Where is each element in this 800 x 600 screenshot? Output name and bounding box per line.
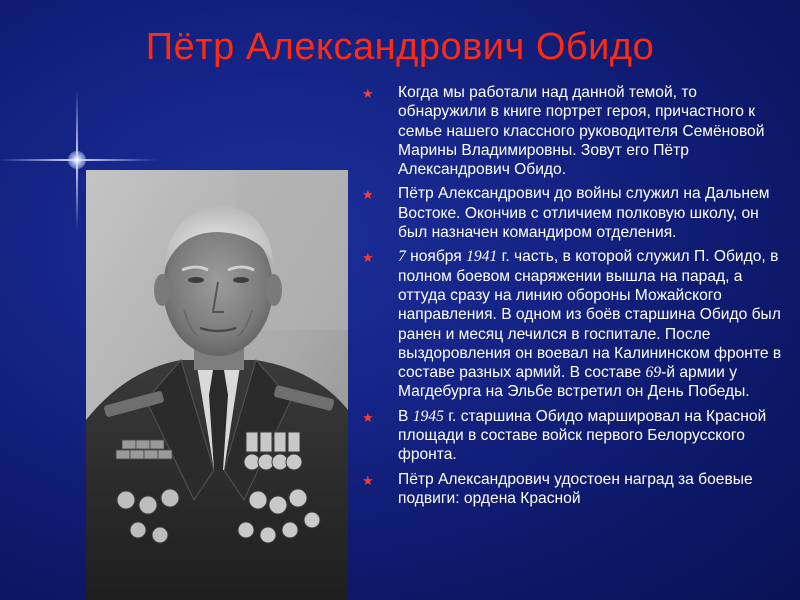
bullet-text: Когда мы работали над данной темой, то обнаружили в книге портрет героя, причастного к семье нашего классного руководителя Семёновой Марины Владимировны. Зовут его Пётр Александрович Обидо. — [398, 84, 765, 179]
bullet-item — [362, 83, 782, 179]
bullet-item — [362, 184, 782, 242]
portrait-photo — [86, 170, 348, 600]
bullet-text: Пётр Александрович удостоен наград за боевые подвиги: ордена Красной — [398, 470, 753, 507]
bullet-text-part: В — [398, 407, 413, 425]
bullet-list — [362, 83, 782, 508]
star-bullet-icon: ★ — [362, 187, 374, 203]
bullet-text-part: ноября — [405, 248, 467, 266]
army-number: 69 — [645, 364, 662, 382]
star-bullet-icon: ★ — [362, 472, 374, 488]
bullet-text-part: г. старшина Обидо маршировал на Красной площади в составе войск первого Белорусского фронта. — [398, 407, 767, 464]
star-bullet-icon: ★ — [362, 409, 374, 425]
year-number: 1941 — [466, 248, 498, 266]
slide-title: Пётр Александрович Обидо — [145, 26, 655, 68]
bullet-text-part: г. часть, в которой служил П. Обидо, в полном боевом снаряжении вышла на парад, а оттуда сразу на линию обороны Можайского направления. В одном из боёв старшина Обидо был ранен и месяц лечился в госпитале. После выздоровления он воевал на Калининском фронте в составе разных армий. В составе — [398, 248, 782, 382]
bullet-text-part: -й армии у Магдебурга на Эльбе встретил он День Победы. — [398, 364, 750, 401]
year-number: 1945 — [412, 407, 444, 425]
star-bullet-icon: ★ — [362, 86, 374, 101]
bullet-text: Пётр Александрович до войны служил на Дальнем Востоке. Окончив с отличием полковую школу, он был назначен командиром отделения. — [398, 185, 770, 242]
portrait-photo-icon — [86, 170, 348, 600]
star-bullet-icon: ★ — [362, 250, 374, 266]
bullet-item — [362, 247, 782, 401]
bullet-item — [362, 407, 782, 465]
bullet-item — [362, 470, 782, 509]
text-content — [362, 83, 782, 600]
date-day: 7 — [398, 248, 406, 266]
